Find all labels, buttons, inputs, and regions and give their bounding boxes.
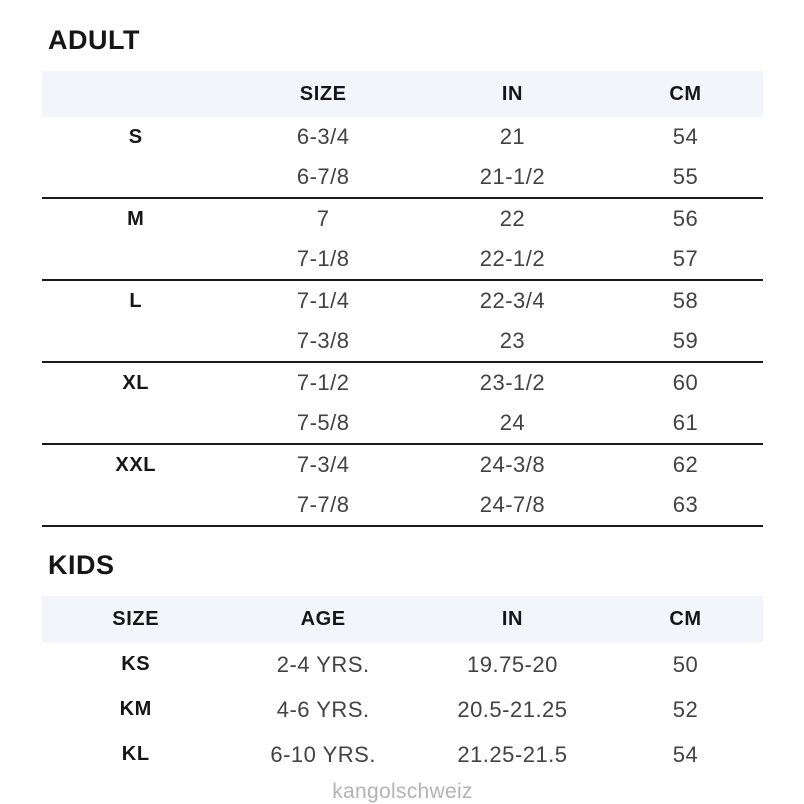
in-cell: 24-3/8 <box>479 452 546 477</box>
age-cell: 4-6 YRS. <box>276 696 370 722</box>
in-cell: 21 <box>499 124 526 149</box>
in-cell: 22-3/4 <box>479 288 546 313</box>
table-row <box>42 157 763 197</box>
size-cell: 7-7/8 <box>296 492 350 517</box>
cm-cell: 52 <box>672 696 699 722</box>
table-row <box>42 687 763 732</box>
row-label: KL <box>121 743 150 765</box>
adult-size-group-xl <box>42 363 763 445</box>
size-cell: 7-1/2 <box>296 370 350 395</box>
cm-cell: 56 <box>672 206 699 231</box>
row-label: M <box>127 207 145 230</box>
in-cell: 24 <box>499 410 526 435</box>
row-label: XL <box>122 371 150 394</box>
in-cell: 19.75-20 <box>467 651 558 677</box>
column-header-size: SIZE <box>299 82 347 105</box>
adult-title: ADULT <box>48 25 140 55</box>
cm-cell: 63 <box>672 492 699 517</box>
row-label: L <box>129 289 143 312</box>
cm-cell: 59 <box>672 328 699 353</box>
row-label: KS <box>121 653 151 675</box>
in-cell: 21.25-21.5 <box>457 741 568 767</box>
adult-table-header <box>42 71 763 117</box>
cm-cell: 54 <box>672 124 699 149</box>
cm-cell: 57 <box>672 246 699 271</box>
cm-cell: 55 <box>672 164 699 189</box>
kids-size-table <box>42 596 763 777</box>
adult-size-group-xxl <box>42 445 763 527</box>
column-header-size: SIZE <box>112 607 160 630</box>
size-cell: 7-1/8 <box>296 246 350 271</box>
table-row <box>42 117 763 157</box>
age-cell: 2-4 YRS. <box>276 651 370 677</box>
size-cell: 7-1/4 <box>296 288 350 313</box>
cm-cell: 54 <box>672 741 699 767</box>
table-row <box>42 485 763 525</box>
size-cell: 7-3/8 <box>296 328 350 353</box>
kids-table-header <box>42 596 763 642</box>
size-cell: 7-5/8 <box>296 410 350 435</box>
in-cell: 20.5-21.25 <box>457 696 568 722</box>
size-cell: 6-3/4 <box>296 124 350 149</box>
table-row <box>42 363 763 403</box>
cm-cell: 58 <box>672 288 699 313</box>
cm-cell: 50 <box>672 651 699 677</box>
row-label: KM <box>119 698 152 720</box>
size-cell: 7-3/4 <box>296 452 350 477</box>
age-cell: 6-10 YRS. <box>270 741 376 767</box>
in-cell: 24-7/8 <box>479 492 546 517</box>
row-label: S <box>128 125 143 148</box>
adult-size-table <box>42 71 763 527</box>
column-header-age: AGE <box>300 607 346 630</box>
row-label: XXL <box>115 453 157 476</box>
table-row <box>42 732 763 777</box>
size-cell: 6-7/8 <box>296 164 350 189</box>
in-cell: 21-1/2 <box>479 164 546 189</box>
in-cell: 23-1/2 <box>479 370 546 395</box>
cm-cell: 60 <box>672 370 699 395</box>
in-cell: 23 <box>499 328 526 353</box>
adult-size-group-l <box>42 281 763 363</box>
table-row <box>42 642 763 687</box>
table-row <box>42 445 763 485</box>
table-row <box>42 403 763 443</box>
table-row <box>42 239 763 279</box>
adult-size-group-m <box>42 199 763 281</box>
table-row <box>42 281 763 321</box>
column-header-cm: CM <box>669 607 702 630</box>
column-header-in: IN <box>501 607 524 630</box>
watermark-text: kangolschweiz <box>332 780 473 803</box>
in-cell: 22 <box>499 206 526 231</box>
table-row <box>42 321 763 361</box>
table-row <box>42 199 763 239</box>
column-header-cm: CM <box>669 82 702 105</box>
column-header-in: IN <box>501 82 524 105</box>
adult-size-group-s <box>42 117 763 199</box>
size-cell: 7 <box>316 206 330 231</box>
cm-cell: 61 <box>672 410 699 435</box>
kids-title: KIDS <box>48 550 115 580</box>
in-cell: 22-1/2 <box>479 246 546 271</box>
cm-cell: 62 <box>672 452 699 477</box>
